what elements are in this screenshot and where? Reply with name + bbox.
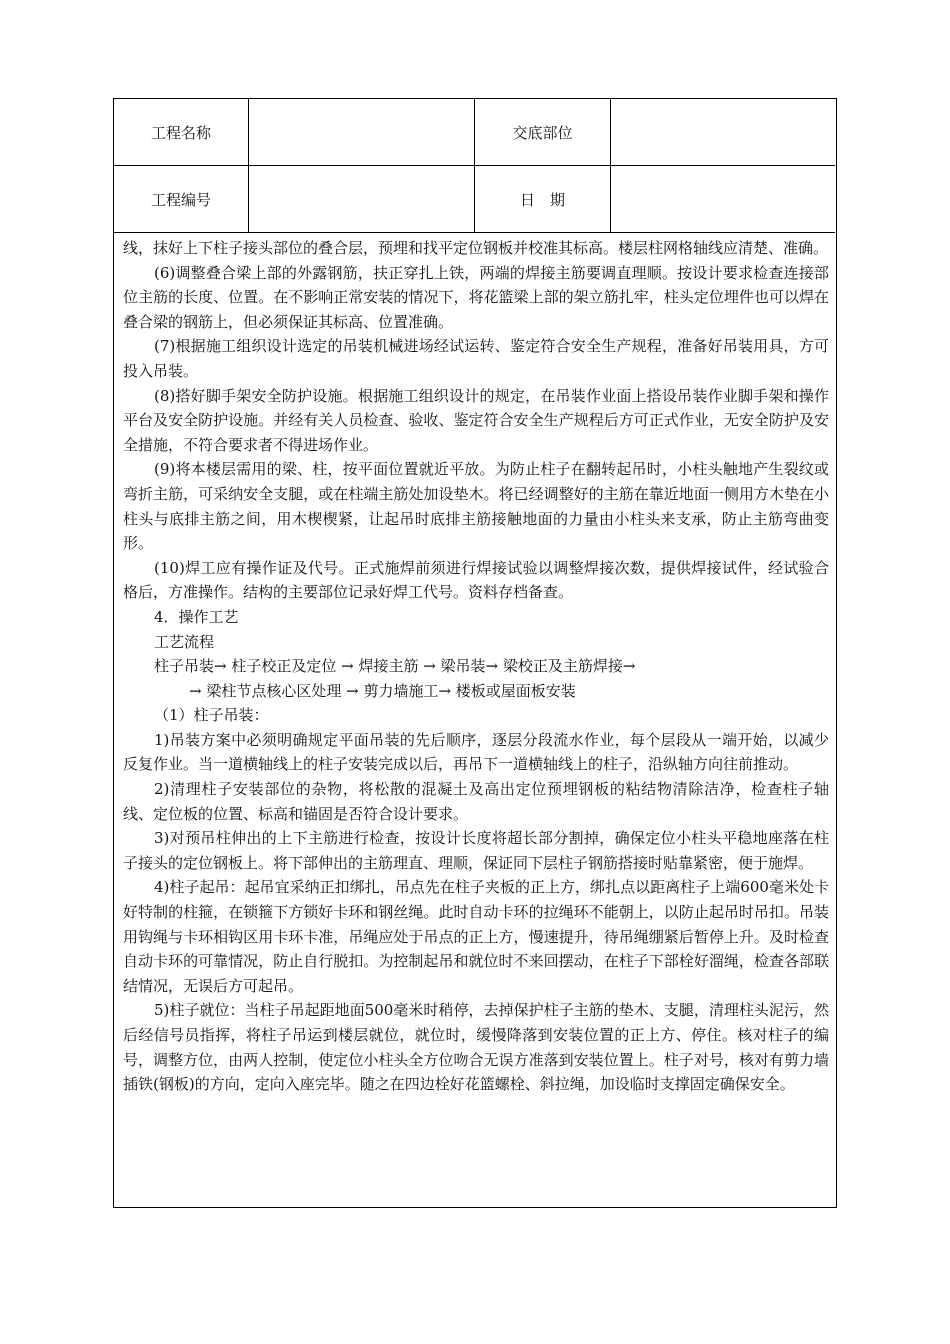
step-3: 3)对预吊柱伸出的上下主筋进行检查，按设计长度将超长部分割掉，确保定位小柱头平稳地座落在柱子接头的定位钢板上。将下部伸出的主筋理直、理顺，保证同下层柱子钢筋搭接时贴靠紧密，便于施焊。 <box>123 829 829 872</box>
header-table <box>114 99 835 235</box>
paragraph-continued: 线，抹好上下柱子接头部位的叠合层，预埋和找平定位钢板并校准其标高。楼层柱网格轴线应清楚、准确。 <box>123 239 829 257</box>
project-number-label: 工程编号 <box>114 166 249 232</box>
header-row-2 <box>114 166 835 233</box>
disclosure-sheet <box>113 98 837 1208</box>
section-heading-4: 4．操作工艺 <box>154 607 239 626</box>
process-flow-title: 工艺流程 <box>154 632 215 651</box>
paragraph-item-10: (10)焊工应有操作证及代号。正式施焊前须进行焊接试验以调整焊接次数，提供焊接试件，经试验合格后，方准操作。结构的主要部位记录好焊工代号。资料存档备查。 <box>123 558 829 602</box>
project-name-field[interactable] <box>249 99 475 165</box>
header-row-1 <box>114 99 835 166</box>
process-flow-line-2: → 梁柱节点核心区处理 → 剪力墙施工→ 楼板或屋面板安装 <box>189 681 576 700</box>
step-4: 4)柱子起吊：起吊宜采纳正扣绑扎，吊点先在柱子夹板的正上方，绑扎点以距离柱子上端600毫米处卡好特制的柱箍，在锁箍下方锁好卡环和钢丝绳。此时自动卡环的拉绳环不能朝上，以防止起吊时吊扣。吊装用钩绳与卡环相钩区用卡环卡准，吊绳应处于吊点的正上方，慢速提升，待吊绳绷紧后暂停上升。及时检查自动卡环的可靠情况，防止自行脱扣。为控制起吊和就位时不来回摆动，在柱子下部栓好溜绳，检查各部联结情况，无误后方可起吊。 <box>123 878 829 995</box>
content-body <box>123 236 829 1097</box>
paragraph-item-8: (8)搭好脚手架安全防护设施。根据施工组织设计的规定，在吊装作业面上搭设吊装作业脚手架和操作平台及安全防护设施。并经有关人员检查、验收、鉴定符合安全生产规程后方可正式作业，无安全防护及安全措施，不符合要求者不得进场作业。 <box>123 386 829 454</box>
date-field[interactable] <box>611 166 835 232</box>
paragraph-item-6: (6)调整叠合梁上部的外露钢筋，扶正穿扎上铁，两端的焊接主筋要调直理顺。按设计要求检查连接部位主筋的长度、位置。在不影响正常安装的情况下，将花篮梁上部的架立筋扎牢，柱头定位埋件也可以焊在叠合梁的钢筋上，但必须保证其标高、位置准确。 <box>123 263 829 331</box>
paragraph-item-9: (9)将本楼层需用的梁、柱，按平面位置就近平放。为防止柱子在翻转起吊时，小柱头触地产生裂纹或弯折主筋，可采纳安全支腿，或在柱端主筋处加设垫木。将已经调整好的主筋在靠近地面一侧用方木垫在小柱头与底排主筋之间，用木楔楔紧，让起吊时底排主筋接触地面的力量由小柱头来支承，防止主筋弯曲变形。 <box>123 460 829 553</box>
project-number-field[interactable] <box>249 166 475 232</box>
paragraph-item-7: (7)根据施工组织设计选定的吊装机械进场经试运转、鉴定符合安全生产规程，准备好吊装用具，方可投入吊装。 <box>123 337 829 380</box>
step-2: 2)清理柱子安装部位的杂物，将松散的混凝土及高出定位预埋钢板的粘结物清除洁净，检查柱子轴线、定位板的位置、标高和锚固是否符合设计要求。 <box>123 780 829 823</box>
process-flow-line-1: 柱子吊装→ 柱子校正及定位 → 焊接主筋 → 梁吊装→ 梁校正及主筋焊接→ <box>154 657 636 676</box>
step-1: 1)吊装方案中必须明确规定平面吊装的先后顺序，逐层分段流水作业，每个层段从一端开始，以减少反复作业。当一道横轴线上的柱子安装完成以后，再吊下一道横轴线上的柱子，沿纵轴方向往前推动。 <box>123 730 829 774</box>
step-5: 5)柱子就位：当柱子吊起距地面500毫米时稍停，去掉保护柱子主筋的垫木、支腿，清理柱头泥污，然后经信号员指挥，将柱子吊运到楼层就位，就位时，缓慢降落到安装位置的正上方、停住。核对柱子的编号，调整方位，由两人控制，使定位小柱头全方位吻合无误方准落到安装位置上。柱子对号，核对有剪力墙插铁(钢板)的方向，定向入座完毕。随之在四边栓好花篮螺栓、斜拉绳，加设临时支撑固定确保安全。 <box>123 1001 829 1094</box>
disclosure-part-field[interactable] <box>611 99 835 165</box>
disclosure-part-label: 交底部位 <box>475 99 611 165</box>
date-label: 日 期 <box>475 166 611 232</box>
subsection-heading-1: （1）柱子吊装： <box>154 706 269 725</box>
project-name-label: 工程名称 <box>114 99 249 165</box>
